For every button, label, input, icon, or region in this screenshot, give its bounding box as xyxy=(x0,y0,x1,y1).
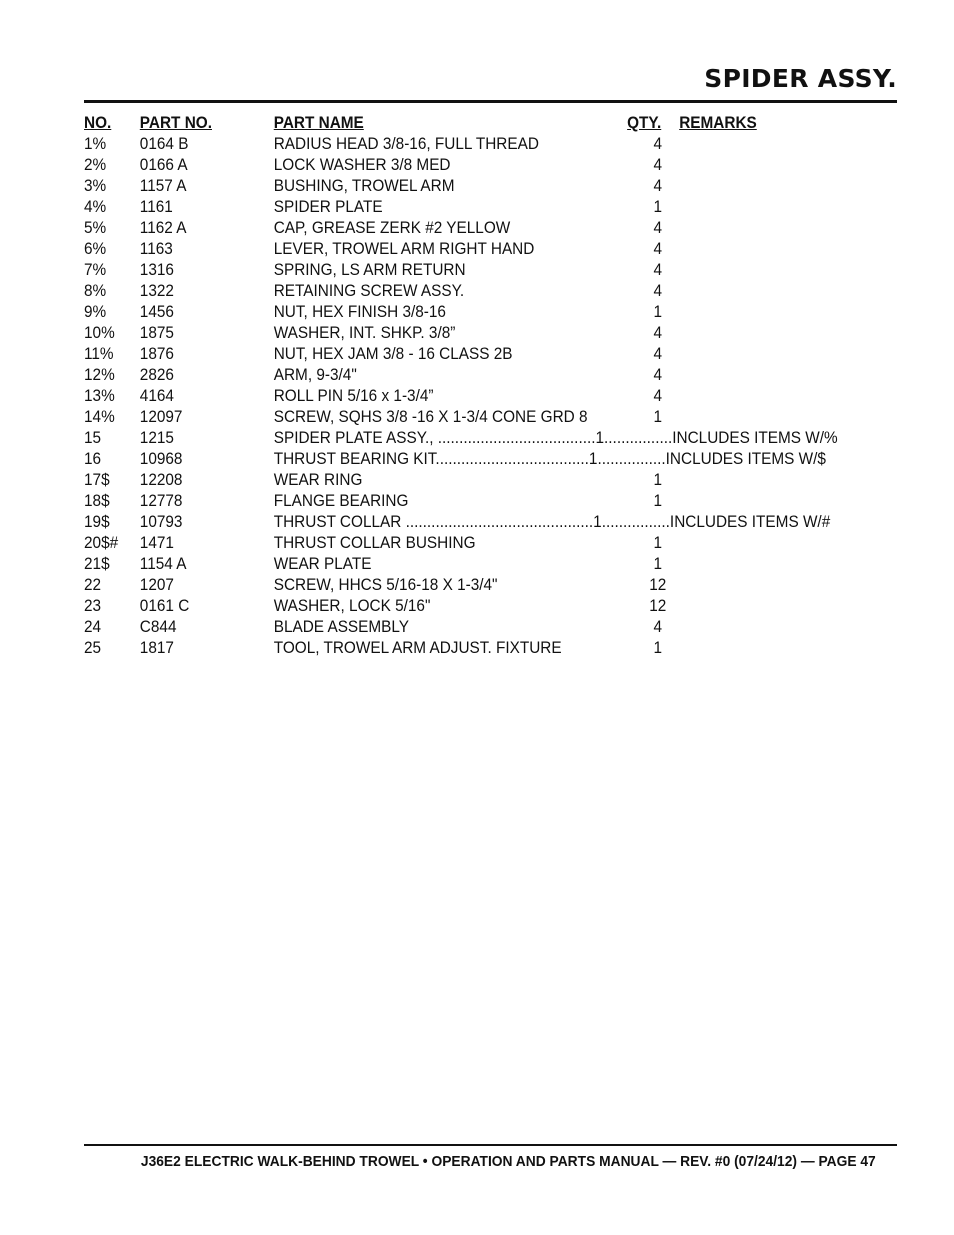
cell-part-name: BLADE ASSEMBLY xyxy=(273,618,410,636)
cell-part-name: NUT, HEX JAM 3/8 - 16 CLASS 2B xyxy=(273,345,513,363)
table-row xyxy=(84,596,840,617)
cell-qty: 1 xyxy=(653,198,663,216)
bottom-divider xyxy=(84,1144,897,1146)
table-row xyxy=(84,428,840,449)
cell-qty: 4 xyxy=(653,324,663,342)
cell-no: 6% xyxy=(84,240,107,258)
table-row xyxy=(84,407,840,428)
cell-no: 3% xyxy=(84,177,107,195)
cell-qty: 4 xyxy=(653,261,663,279)
cell-part-name: THRUST COLLAR BUSHING xyxy=(273,534,476,552)
cell-part-name: WASHER, INT. SHKP. 3/8” xyxy=(273,324,456,342)
top-divider xyxy=(84,100,897,103)
cell-part-no: 1154 A xyxy=(139,555,187,573)
cell-no: 24 xyxy=(84,618,102,636)
cell-no: 10% xyxy=(84,324,115,342)
cell-qty: 4 xyxy=(653,135,663,153)
cell-qty: 4 xyxy=(653,366,663,384)
cell-qty: 12 xyxy=(649,576,667,594)
cell-qty: 1 xyxy=(653,639,663,657)
cell-qty: 4 xyxy=(653,156,663,174)
table-row xyxy=(84,197,840,218)
cell-part-name: NUT, HEX FINISH 3/8-16 xyxy=(273,303,446,321)
cell-qty: 4 xyxy=(653,177,663,195)
table-header-row xyxy=(84,113,840,134)
cell-no: 16 xyxy=(84,450,102,468)
table-row xyxy=(84,554,840,575)
cell-part-no: 1876 xyxy=(139,345,174,363)
table-row xyxy=(84,365,840,386)
cell-qty: 4 xyxy=(653,282,663,300)
table-row xyxy=(84,134,840,155)
cell-part-no: 12208 xyxy=(139,471,183,489)
cell-part-name: SPIDER PLATE xyxy=(273,198,383,216)
cell-no: 1% xyxy=(84,135,107,153)
header-part-no: PART NO. xyxy=(139,114,212,132)
cell-part-no: 4164 xyxy=(139,387,174,405)
cell-no: 9% xyxy=(84,303,107,321)
cell-part-name: WASHER, LOCK 5/16" xyxy=(273,597,431,615)
cell-part-no: 1817 xyxy=(139,639,174,657)
cell-qty: 1 xyxy=(653,534,663,552)
header-part-name: PART NAME xyxy=(273,114,364,132)
cell-part-name: SPRING, LS ARM RETURN xyxy=(273,261,466,279)
cell-part-no: 1316 xyxy=(139,261,174,279)
table-row xyxy=(84,575,840,596)
cell-part-name: ARM, 9-3/4" xyxy=(273,366,357,384)
table-row xyxy=(84,491,840,512)
cell-part-no: 1161 xyxy=(139,198,173,216)
cell-part-no: 1207 xyxy=(139,576,174,594)
cell-no: 8% xyxy=(84,282,107,300)
table-row xyxy=(84,344,840,365)
cell-part-name: WEAR RING xyxy=(273,471,363,489)
cell-no: 4% xyxy=(84,198,107,216)
cell-part-no: 1875 xyxy=(139,324,174,342)
cell-part-name-with-remarks: THRUST COLLAR ............................................1................INCLUDES ITEMS W/# xyxy=(273,513,831,531)
table-row xyxy=(84,260,840,281)
cell-part-no: 12097 xyxy=(139,408,183,426)
cell-no: 23 xyxy=(84,597,102,615)
cell-no: 7% xyxy=(84,261,107,279)
table-row xyxy=(84,533,840,554)
cell-part-no: 0161 C xyxy=(139,597,190,615)
header-no: NO. xyxy=(84,114,112,132)
cell-no: 12% xyxy=(84,366,115,384)
cell-part-name: RETAINING SCREW ASSY. xyxy=(273,282,465,300)
cell-part-no: 12778 xyxy=(139,492,183,510)
cell-qty: 4 xyxy=(653,219,663,237)
cell-part-no: 1322 xyxy=(139,282,174,300)
cell-qty: 1 xyxy=(653,303,663,321)
table-row xyxy=(84,323,840,344)
cell-qty: 4 xyxy=(653,387,663,405)
cell-no: 13% xyxy=(84,387,115,405)
cell-part-no: 1215 xyxy=(139,429,174,447)
cell-part-name: SCREW, SQHS 3/8 -16 X 1-3/4 CONE GRD 8 xyxy=(273,408,588,426)
cell-part-no: 1162 A xyxy=(139,219,187,237)
cell-part-no: 10968 xyxy=(139,450,183,468)
cell-part-name: TOOL, TROWEL ARM ADJUST. FIXTURE xyxy=(273,639,562,657)
table-row xyxy=(84,449,840,470)
table-row xyxy=(84,155,840,176)
cell-no: 11% xyxy=(84,345,114,363)
cell-part-name: LOCK WASHER 3/8 MED xyxy=(273,156,451,174)
cell-qty: 4 xyxy=(653,345,663,363)
cell-part-name: LEVER, TROWEL ARM RIGHT HAND xyxy=(273,240,535,258)
cell-part-name: FLANGE BEARING xyxy=(273,492,409,510)
table-row xyxy=(84,239,840,260)
cell-no: 20$# xyxy=(84,534,119,552)
table-row xyxy=(84,470,840,491)
cell-no: 5% xyxy=(84,219,107,237)
cell-no: 17$ xyxy=(84,471,110,489)
cell-qty: 4 xyxy=(653,240,663,258)
cell-qty: 1 xyxy=(653,471,663,489)
cell-part-no: 1163 xyxy=(139,240,173,258)
cell-qty: 4 xyxy=(653,618,663,636)
cell-part-no: 1157 A xyxy=(139,177,187,195)
table-row xyxy=(84,176,840,197)
cell-no: 19$ xyxy=(84,513,110,531)
cell-part-name: SCREW, HHCS 5/16-18 X 1-3/4" xyxy=(273,576,498,594)
table-row xyxy=(84,281,840,302)
cell-part-no: 0166 A xyxy=(139,156,188,174)
cell-part-name: ROLL PIN 5/16 x 1-3/4” xyxy=(273,387,434,405)
cell-part-name: CAP, GREASE ZERK #2 YELLOW xyxy=(273,219,511,237)
cell-no: 14% xyxy=(84,408,115,426)
cell-qty: 1 xyxy=(653,492,663,510)
cell-no: 25 xyxy=(84,639,102,657)
table-row xyxy=(84,638,840,659)
table-row xyxy=(84,302,840,323)
cell-part-no: 2826 xyxy=(139,366,174,384)
cell-part-no: 1471 xyxy=(139,534,174,552)
page-title: SPIDER ASSY. xyxy=(704,64,897,93)
cell-part-no: 10793 xyxy=(139,513,183,531)
cell-part-name: RADIUS HEAD 3/8-16, FULL THREAD xyxy=(273,135,539,153)
table-row xyxy=(84,218,840,239)
cell-part-no: 1456 xyxy=(139,303,174,321)
cell-no: 18$ xyxy=(84,492,110,510)
cell-no: 22 xyxy=(84,576,102,594)
cell-qty: 12 xyxy=(649,597,667,615)
cell-no: 21$ xyxy=(84,555,110,573)
cell-part-name-with-remarks: SPIDER PLATE ASSY., .....................................1................INCLUDES ITEMS W/% xyxy=(273,429,838,447)
table-row xyxy=(84,617,840,638)
cell-no: 15 xyxy=(84,429,102,447)
cell-no: 2% xyxy=(84,156,107,174)
cell-part-no: 0164 B xyxy=(139,135,189,153)
cell-qty: 1 xyxy=(653,408,663,426)
page-footer: J36E2 ELECTRIC WALK-BEHIND TROWEL • OPERATION AND PARTS MANUAL — REV. #0 (07/24/12) — PAGE 47 xyxy=(141,1153,876,1170)
table-row xyxy=(84,512,840,533)
cell-part-name-with-remarks: THRUST BEARING KIT....................................1................INCLUDES ITEMS W/$ xyxy=(273,450,826,468)
cell-part-name: WEAR PLATE xyxy=(273,555,372,573)
parts-table xyxy=(84,113,840,659)
header-remarks: REMARKS xyxy=(679,114,757,132)
cell-part-no: C844 xyxy=(139,618,177,636)
cell-part-name: BUSHING, TROWEL ARM xyxy=(273,177,455,195)
cell-qty: 1 xyxy=(653,555,663,573)
table-row xyxy=(84,386,840,407)
header-qty: QTY. xyxy=(627,114,662,132)
